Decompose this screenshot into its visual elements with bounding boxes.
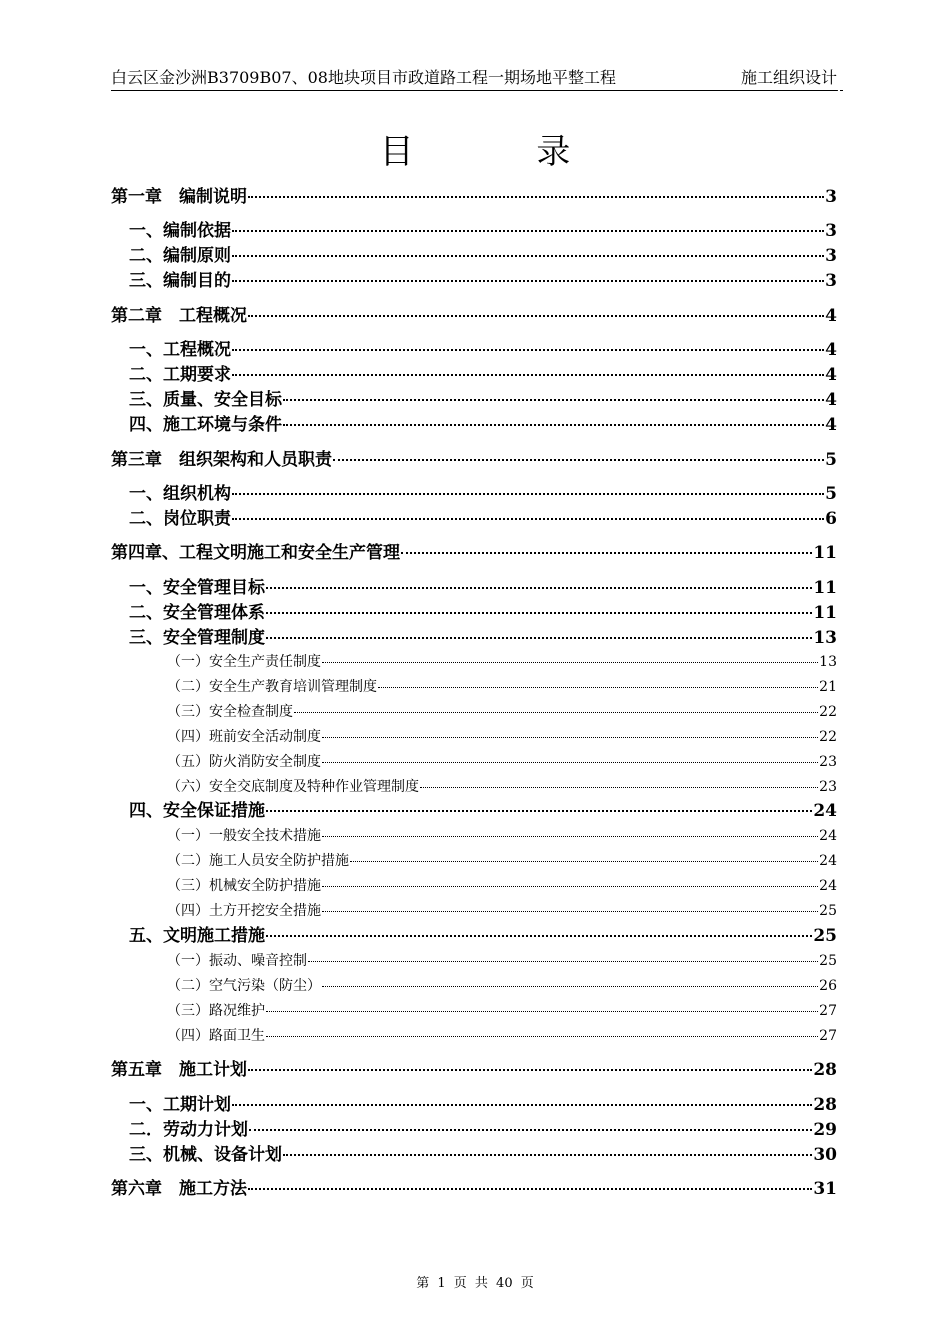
toc-entry[interactable] bbox=[129, 244, 837, 268]
toc-entry-page-number: 27 bbox=[819, 1028, 837, 1044]
toc-entry[interactable] bbox=[129, 388, 837, 412]
toc-entry-page-number: 4 bbox=[825, 306, 837, 326]
toc-entry-label: （一）振动、噪音控制 bbox=[167, 953, 307, 969]
toc-leader-dots bbox=[333, 459, 824, 461]
toc-title: 目 录 bbox=[379, 132, 627, 172]
toc-entry-page-number: 24 bbox=[819, 853, 837, 869]
toc-entry-label: 二、编制原则 bbox=[129, 246, 231, 266]
toc-entry[interactable] bbox=[129, 1143, 837, 1167]
toc-entry-label: （三）安全检查制度 bbox=[167, 704, 293, 720]
toc-entry[interactable] bbox=[129, 626, 837, 650]
toc-leader-dots bbox=[420, 787, 818, 788]
toc-entry[interactable] bbox=[111, 541, 837, 565]
toc-entry-page-number: 22 bbox=[819, 729, 837, 745]
toc-entry-label: （二）施工人员安全防护措施 bbox=[167, 853, 349, 869]
toc-entry-label: 第六章 施工方法 bbox=[111, 1179, 247, 1199]
toc-entry-label: （二）安全生产教育培训管理制度 bbox=[167, 679, 377, 695]
toc-entry[interactable] bbox=[129, 269, 837, 293]
toc-entry-label: （四）班前安全活动制度 bbox=[167, 729, 321, 745]
toc-leader-dots bbox=[322, 762, 818, 763]
toc-entry-page-number: 23 bbox=[819, 779, 837, 795]
toc-leader-dots bbox=[249, 1129, 812, 1131]
toc-entry[interactable] bbox=[129, 1118, 837, 1142]
toc-entry-label: 三、质量、安全目标 bbox=[129, 390, 282, 410]
toc-entry-label: 第二章 工程概况 bbox=[111, 306, 247, 326]
toc-leader-dots bbox=[232, 280, 824, 282]
toc-leader-dots bbox=[266, 935, 812, 937]
toc-entry-label: 三、安全管理制度 bbox=[129, 628, 265, 648]
toc-entry-page-number: 27 bbox=[819, 1003, 837, 1019]
toc-entry[interactable] bbox=[167, 775, 837, 799]
toc-entry-label: 四、安全保证措施 bbox=[129, 801, 265, 821]
toc-leader-dots bbox=[266, 1036, 818, 1037]
toc-entry[interactable] bbox=[129, 507, 837, 531]
toc-entry-label: 一、安全管理目标 bbox=[129, 578, 265, 598]
toc-entry-page-number: 13 bbox=[813, 628, 837, 648]
toc-leader-dots bbox=[248, 196, 824, 198]
toc-leader-dots bbox=[248, 315, 824, 317]
toc-leader-dots bbox=[322, 662, 818, 663]
toc-entry[interactable] bbox=[129, 219, 837, 243]
toc-leader-dots bbox=[248, 1188, 812, 1190]
toc-leader-dots bbox=[294, 712, 818, 713]
toc-leader-dots bbox=[322, 911, 818, 912]
toc-leader-dots bbox=[232, 349, 824, 351]
toc-entry-label: （一）安全生产责任制度 bbox=[167, 654, 321, 670]
toc-entry-page-number: 11 bbox=[813, 543, 837, 563]
toc-entry-page-number: 3 bbox=[825, 221, 837, 241]
toc-entry-page-number: 11 bbox=[813, 603, 837, 623]
toc-leader-dots bbox=[232, 1104, 812, 1106]
toc-entry[interactable] bbox=[167, 650, 837, 674]
toc-leader-dots bbox=[283, 1154, 812, 1156]
toc-entry-page-number: 23 bbox=[819, 754, 837, 770]
toc-entry-label: 一、编制依据 bbox=[129, 221, 231, 241]
toc-entry[interactable] bbox=[167, 675, 837, 699]
toc-entry[interactable] bbox=[167, 824, 837, 848]
toc-entry[interactable] bbox=[167, 750, 837, 774]
toc-entry-page-number: 3 bbox=[825, 187, 837, 207]
toc-entry-label: 一、工期计划 bbox=[129, 1095, 231, 1115]
toc-entry-label: 二、工期要求 bbox=[129, 365, 231, 385]
toc-entry-page-number: 4 bbox=[825, 390, 837, 410]
toc-entry-label: 三、编制目的 bbox=[129, 271, 231, 291]
toc-entry[interactable] bbox=[167, 725, 837, 749]
toc-leader-dots bbox=[232, 374, 824, 376]
header-project-title: 白云区金沙洲B3709B07、08地块项目市政道路工程一期场地平整工程 bbox=[111, 68, 616, 87]
toc-entry-label: （三）机械安全防护措施 bbox=[167, 878, 321, 894]
toc-entry-page-number: 28 bbox=[813, 1060, 837, 1080]
toc-entry[interactable] bbox=[111, 1058, 837, 1082]
toc-entry-label: （四）路面卫生 bbox=[167, 1028, 265, 1044]
toc-leader-dots bbox=[232, 230, 824, 232]
toc-entry-page-number: 25 bbox=[813, 926, 837, 946]
toc-entry-page-number: 4 bbox=[825, 340, 837, 360]
toc-leader-dots bbox=[232, 493, 824, 495]
toc-entry[interactable] bbox=[129, 576, 837, 600]
toc-entry-label: 二、岗位职责 bbox=[129, 509, 231, 529]
toc-entry-label: 第一章 编制说明 bbox=[111, 187, 247, 207]
toc-entry[interactable] bbox=[111, 448, 837, 472]
toc-entry-page-number: 26 bbox=[819, 978, 837, 994]
toc-entry-page-number: 3 bbox=[825, 246, 837, 266]
toc-entry-page-number: 25 bbox=[819, 953, 837, 969]
toc-entry-page-number: 5 bbox=[825, 484, 837, 504]
toc-leader-dots bbox=[322, 986, 818, 987]
toc-entry-page-number: 11 bbox=[813, 578, 837, 598]
toc-leader-dots bbox=[266, 1011, 818, 1012]
toc-entry-page-number: 25 bbox=[819, 903, 837, 919]
toc-entry[interactable] bbox=[167, 849, 837, 873]
toc-leader-dots bbox=[266, 612, 812, 614]
toc-leader-dots bbox=[378, 687, 818, 688]
toc-entry[interactable] bbox=[111, 185, 837, 209]
toc-entry-page-number: 24 bbox=[819, 878, 837, 894]
toc-leader-dots bbox=[266, 587, 812, 589]
toc-entry[interactable] bbox=[111, 304, 837, 328]
toc-entry-label: （一）一般安全技术措施 bbox=[167, 828, 321, 844]
toc-leader-dots bbox=[232, 518, 824, 520]
toc-entry[interactable] bbox=[129, 1093, 837, 1117]
toc-entry[interactable] bbox=[167, 949, 837, 973]
toc-entry[interactable] bbox=[129, 413, 837, 437]
toc-entry[interactable] bbox=[129, 799, 837, 823]
toc-entry[interactable] bbox=[167, 1024, 837, 1048]
toc-entry-page-number: 6 bbox=[825, 509, 837, 529]
toc-entry[interactable] bbox=[111, 1177, 837, 1201]
toc-leader-dots bbox=[232, 255, 824, 257]
toc-entry[interactable] bbox=[129, 924, 837, 948]
toc-entry-label: （三）路况维护 bbox=[167, 1003, 265, 1019]
toc-entry-label: 四、施工环境与条件 bbox=[129, 415, 282, 435]
toc-entry-label: （四）土方开挖安全措施 bbox=[167, 903, 321, 919]
toc-entry-page-number: 30 bbox=[813, 1145, 837, 1165]
toc-entry-page-number: 3 bbox=[825, 271, 837, 291]
toc-leader-dots bbox=[350, 861, 818, 862]
toc-entry-page-number: 24 bbox=[813, 801, 837, 821]
toc-leader-dots bbox=[283, 399, 824, 401]
toc-leader-dots bbox=[322, 886, 818, 887]
page-footer: 第 1 页 共 40 页 bbox=[416, 1276, 534, 1291]
toc-leader-dots bbox=[283, 424, 824, 426]
toc-leader-dots bbox=[308, 961, 818, 962]
toc-entry-page-number: 24 bbox=[819, 828, 837, 844]
toc-entry-label: 一、工程概况 bbox=[129, 340, 231, 360]
toc-entry[interactable] bbox=[167, 874, 837, 898]
toc-leader-dots bbox=[266, 810, 812, 812]
toc-entry[interactable] bbox=[129, 363, 837, 387]
toc-entry-label: （五）防火消防安全制度 bbox=[167, 754, 321, 770]
toc-entry-label: 第五章 施工计划 bbox=[111, 1060, 247, 1080]
toc-entry[interactable] bbox=[167, 974, 837, 998]
toc-entry-page-number: 4 bbox=[825, 365, 837, 385]
toc-leader-dots bbox=[322, 737, 818, 738]
toc-entry[interactable] bbox=[129, 601, 837, 625]
toc-entry[interactable] bbox=[129, 338, 837, 362]
toc-entry-label: 一、组织机构 bbox=[129, 484, 231, 504]
toc-entry-label: 二．劳动力计划 bbox=[129, 1120, 248, 1140]
toc-leader-dots bbox=[322, 836, 818, 837]
toc-entry-page-number: 13 bbox=[819, 654, 837, 670]
toc-entry[interactable] bbox=[167, 899, 837, 923]
toc-entry-label: 第四章、工程文明施工和安全生产管理 bbox=[111, 543, 400, 563]
toc-entry-page-number: 28 bbox=[813, 1095, 837, 1115]
toc-entry-label: 二、安全管理体系 bbox=[129, 603, 265, 623]
toc-leader-dots bbox=[266, 637, 812, 639]
toc-leader-dots bbox=[401, 552, 812, 554]
toc-entry-page-number: 31 bbox=[813, 1179, 837, 1199]
toc-entry[interactable] bbox=[167, 700, 837, 724]
toc-entry-page-number: 21 bbox=[819, 679, 837, 695]
toc-entry-page-number: 22 bbox=[819, 704, 837, 720]
toc-entry-label: （六）安全交底制度及特种作业管理制度 bbox=[167, 779, 419, 795]
toc-entry-label: （二）空气污染（防尘） bbox=[167, 978, 321, 994]
header-document-type: 施工组织设计 bbox=[740, 68, 837, 87]
toc-entry-label: 第三章 组织架构和人员职责 bbox=[111, 450, 332, 470]
toc-entry[interactable] bbox=[129, 482, 837, 506]
toc-leader-dots bbox=[248, 1069, 812, 1071]
toc-entry-page-number: 29 bbox=[813, 1120, 837, 1140]
toc-entry-label: 三、机械、设备计划 bbox=[129, 1145, 282, 1165]
toc-entry-page-number: 4 bbox=[825, 415, 837, 435]
toc-entry-page-number: 5 bbox=[825, 450, 837, 470]
toc-entry-label: 五、文明施工措施 bbox=[129, 926, 265, 946]
toc-entry[interactable] bbox=[167, 999, 837, 1023]
